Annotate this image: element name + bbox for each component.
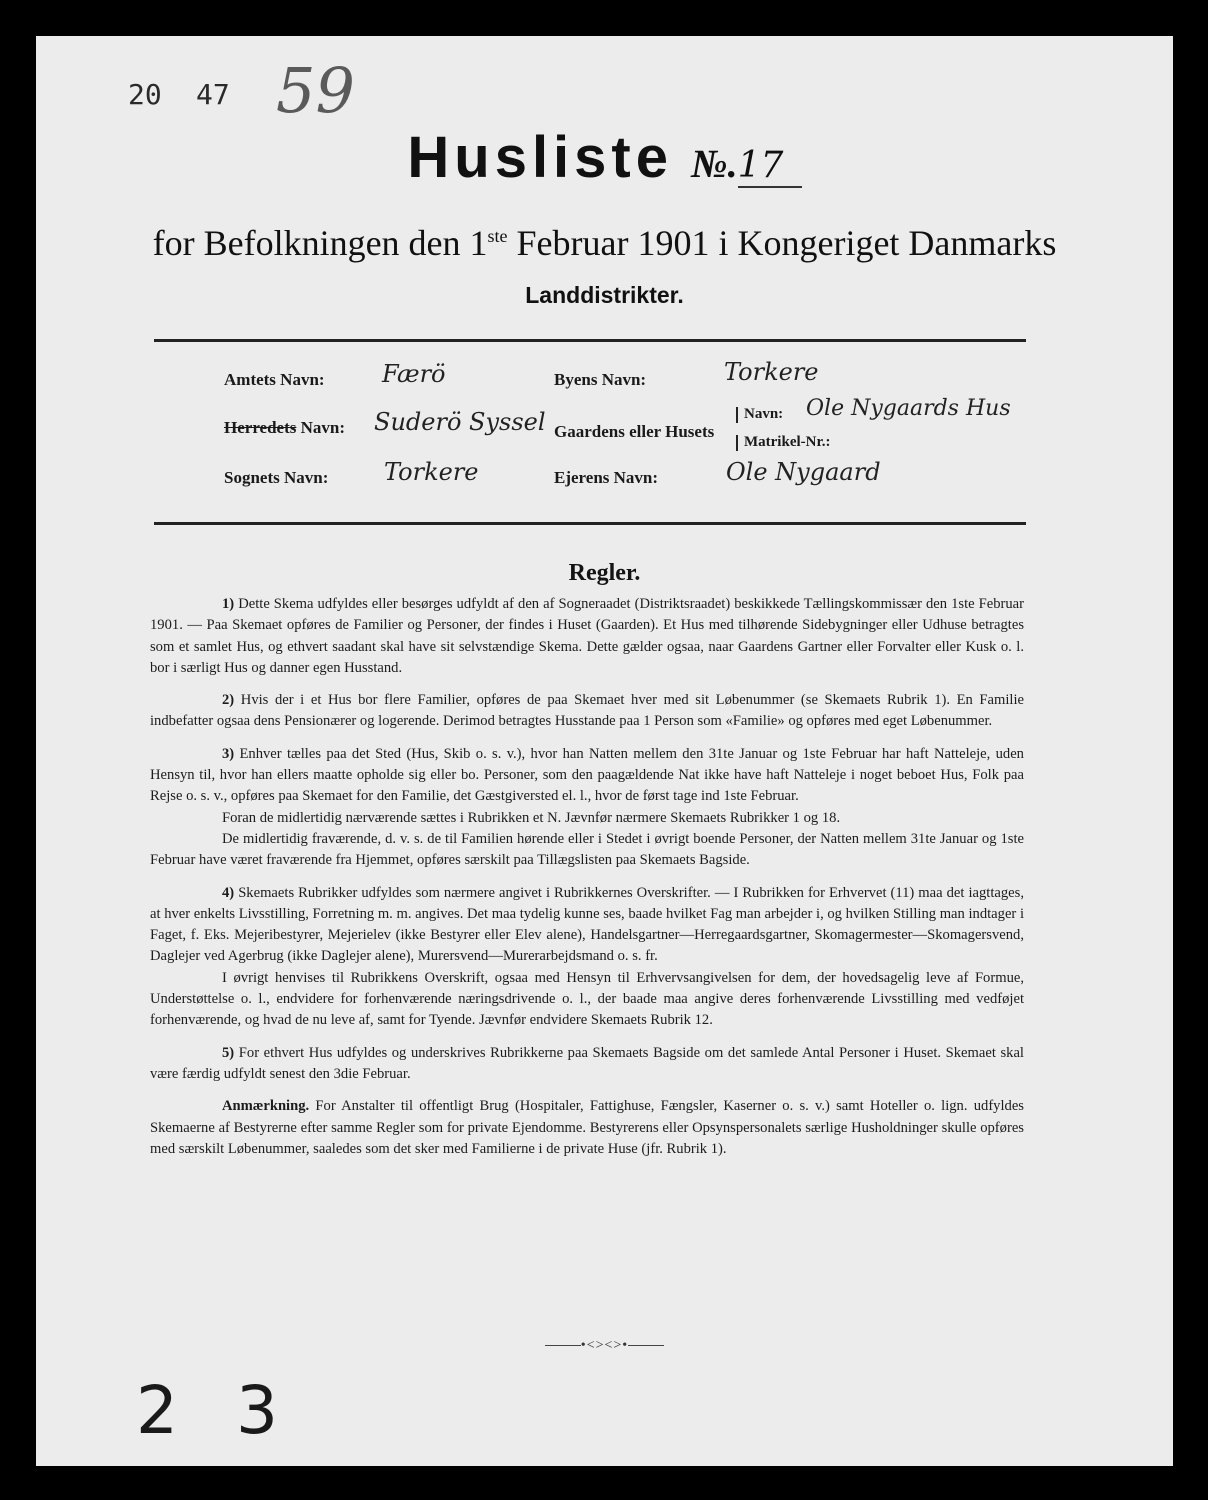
rule-5 [150,1043,1024,1086]
note-text: For Anstalter til offentligt Brug (Hospitaler, Fattighuse, Fængsler, Kaserner o. s. v.) samt Hoteller o. lign. udfyldes Skemaerne af Bestyrerne efter samme Regler som for private Ejendomme. Bestyrerens eller Opsynspersonalets særlige Husholdninger skulle opføres med særskilt Løbenummer, saaledes som det sker med Familierne i de private Huse (jfr. Rubrik 1). [150,1098,1024,1157]
by-label: Byens Navn: [554,370,647,389]
herred-label [224,418,345,438]
rule-3 [150,744,1024,808]
rule-4b [150,968,1024,1032]
rules-body [150,594,1024,1171]
title-text: Husliste [407,125,674,190]
rule-3-number: 3) [222,745,235,762]
gaard-navn-label [736,406,783,423]
bottom-number-a: 2 [136,1372,178,1449]
ornament [36,1338,1173,1354]
rule-4b-text: I øvrigt henvises til Rubrikkens Overskrift, ogsaa med Hensyn til Erhvervsangivelsen for dem, der hovedsagelig leve af Formue, Understøttelse o. l., endvidere for forhenværende næringsdrivende o. l., der baade maa angive deres forhenværende Livsstilling med vedføjet forhenværende, og hvad de nu leve af, samt for Tyende. Jævnfør endvidere Skemaets Rubrik 12. [150,969,1024,1029]
top-rule [154,339,1026,342]
rule-2-number: 2) [222,692,235,709]
rule-3b-text: Foran de midlertidig nærværende sættes i Rubrikken et N. Jævnfør nærmere Skemaets Rubrikker 1 og 18. [222,809,841,826]
stamp-number-b: 47 [196,78,230,111]
subtitle-sup: ste [487,226,508,246]
by-value: Torkere [724,358,819,386]
subtitle-post: Februar 1901 i Kongeriget Danmarks [507,223,1057,263]
sogn-label: Sognets Navn: [224,468,329,487]
rule-3-text: Enhver tælles paa det Sted (Hus, Skib o. s. v.), hvor han Natten mellem den 31te Januar og 1ste Februar har haft Natteleje, uden Hensyn til, hvor han ellers maatte opholde sig eller bo. Personer, som den paagældende Nat ikke have haft Natteleje i noget beboet Hus, Folk paa Rejse o. s. v., opføres paa Skemaet for den Familie, det Gæstgiversted el. l., hvor de først tage ind 1ste Februar. [150,745,1024,805]
subtitle-pre: for Befolkningen den 1 [152,223,488,263]
herred-label-rest: Navn: [296,418,346,437]
note-label: Anmærkning. [222,1098,310,1115]
fields-bottom-rule [154,522,1026,525]
district-heading: Landdistrikter. [525,282,684,308]
gaard-label: Gaardens eller Husets [554,422,715,441]
ornament-glyphs: •<><>• [580,1338,629,1353]
number-prefix: №. [691,141,738,186]
rule-4 [150,883,1024,968]
pencil-number: 59 [276,54,355,127]
bottom-number-b: 3 [236,1372,278,1449]
list-number: 17 [738,145,802,188]
stamp-number-a: 20 [128,78,162,111]
gaard-navn-value: Ole Nygaards Hus [806,396,1011,421]
rule-1-number: 1) [222,596,235,612]
ejer-label: Ejerens Navn: [554,468,659,487]
gaard-navn-text: Navn: [744,406,784,422]
ejer-value: Ole Nygaard [726,458,881,486]
rule-1 [150,594,1024,679]
matrikel-text: Matrikel-Nr.: [744,434,831,450]
rule-5-text: For ethvert Hus udfyldes og underskrives Rubrikkerne paa Skemaets Bagside om det samlede Antal Personer i Huset. Skemaet skal være færdig udfyldt senest den 3die Februar. [150,1044,1024,1082]
census-form-page [36,36,1173,1466]
rule-4-number: 4) [222,884,235,901]
sogn-value: Torkere [384,458,479,486]
rule-3c-text: De midlertidig fraværende, d. v. s. de til Familien hørende eller i Stedet i øvrigt boende Personer, der Natten mellem 31te Januar og 1ste Februar have været fraværende fra Hjemmet, opføres særskilt paa Tillægslisten paa Skemaets Bagside. [150,830,1024,869]
rule-1-text: Dette Skema udfyldes eller besørges udfyldt af den af Sogneraadet (Distriktsraadet) beskikkede Tællingskommissær den 1ste Februar 1901. — Paa Skemaet opføres de Familier og Personer, der findes i Huset (Gaarden). Et Hus med tilhørende Sidebygninger eller Udhuse betragtes som et samlet Hus, og ethvert saadant skal have sit selvstændige Skema. Dette gælder ogsaa, naar Gaardens Gartner eller Forvalter eller Kusk o. l. bor i særligt Hus og danner egen Husstand. [150,596,1024,676]
rule-2 [150,690,1024,733]
rule-4-text: Skemaets Rubrikker udfyldes som nærmere angivet i Rubrikkernes Overskrifter. — I Rubrikken for Erhvervet (11) maa det iagttages, at hver enkelts Livsstilling, Forretning m. m. angives. Det maa tydelig kunne ses, baade hvilket Fag man arbejder i, og hvilken Stilling man indtager i Faget, f. Eks. Mejeribestyrer, Mejerielev (ikke Bestyrer eller Elev alene), Handelsgartner—Herregaardsgartner, Skomagermester—Skomagersvend, Daglejer ved Agerbrug (ikke Daglejer alene), Murersvend—Murerarbejdsmand o. s. fr. [150,884,1024,965]
rule-3b [150,808,1024,829]
rules-heading: Regler. [568,560,641,586]
amt-value: Færö [382,360,446,388]
form-subtitle [36,222,1173,264]
amt-label: Amtets Navn: [224,370,325,389]
rule-2-text: Hvis der i et Hus bor flere Familier, opføres de paa Skemaet hver med sit Løbenummer (se Skemaets Rubrik 1). En Familie indbefatter ogsaa dens Pensionærer og logerende. Derimod betragtes Husstande paa 1 Person som «Familie» og opføres med eget Løbenummer. [150,692,1024,730]
note [150,1096,1024,1160]
rule-3c [150,829,1024,872]
form-title [36,124,1173,191]
rule-5-number: 5) [222,1044,235,1061]
herred-value: Suderö Syssel [374,408,546,436]
matrikel-label [736,434,831,451]
herred-label-struck: Herredets [224,418,297,437]
